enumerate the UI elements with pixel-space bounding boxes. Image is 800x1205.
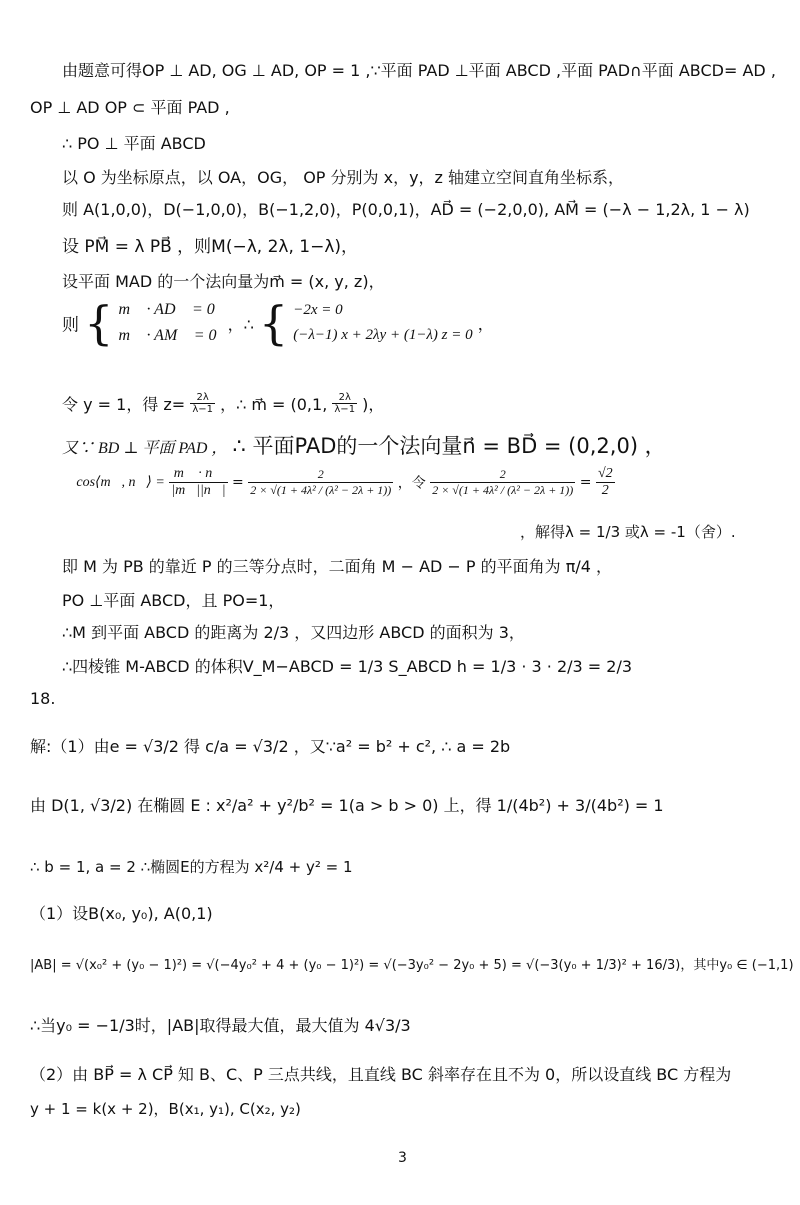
page-number: 3 [398,1150,407,1166]
text-line-12: 即 M 为 PB 的靠近 P 的三等分点时，二面角 M − AD − P 的平面角为 π/4 ， [62,557,613,576]
fraction-root2-num: √2 [597,466,613,481]
text-line-10 [62,430,666,460]
text-line-14: ∴M 到平面 ABCD 的距离为 2/3 ，又四边形 ABCD 的面积为 3， [62,623,525,642]
text-line-17: 解:（1）由e = √3/2 得 c/a = √3/2 ，又∵a² = b² + c², ∴ a = 2b [30,737,511,756]
text-line-20: （1）设B(x₀, y₀), A(0,1) [30,904,213,923]
text-line-6: 设 PM⃗ = λ PB⃗ ，则M(−λ, 2λ, 1−λ)， [62,237,359,257]
text-line-15: ∴四棱锥 M-ABCD 的体积V_M−ABCD = 1/3 S_ABCD h = 1/3 · 3 · 2/3 = 2/3 [62,657,633,676]
equation-m-ad: m⃗ · AD⃗ = 0 [118,301,215,318]
cosine-label: ∴ cos⟨m⃗, n⃗⟩ = [62,475,165,490]
text-ze: 则 [62,315,79,336]
text-line-21: |AB| = √(x₀² + (y₀ − 1)²) = √(−4y₀² + 4 + (y₀ − 1)²) = √(−3y₀² − 2y₀ + 5) = √(−3(y₀ + 1/3)² + 16/3)，其中y₀ ∈ (−1,1) [30,958,794,973]
text-bd-perp: 又∵ BD ⊥ 平面 PAD ， [62,440,228,457]
fraction-numerator-b: 2λ [332,392,357,404]
fraction-numerator: 2λ [190,392,215,404]
comma: ， [477,314,494,334]
fraction-mn-den: |m⃗||n⃗| [171,483,226,498]
fraction-root2 [596,466,615,499]
vector-equation-system [118,301,216,345]
text-line-13: PO ⊥平面 ABCD，且 PO=1， [62,591,285,610]
text-normal-vector-n: ∴ 平面PAD的一个法向量n⃗ = BD⃗ = (0,2,0) ， [232,434,666,458]
fraction-cos-2-num: 2 [430,467,575,483]
equation-x: −2x = 0 [293,302,343,318]
text-line-7: 设平面 MAD 的一个法向量为m⃗ = (x, y, z)， [62,272,385,291]
equation-m-am: m⃗ · AM⃗ = 0 [118,327,217,344]
text-line-23: （2）由 BP⃗ = λ CP⃗ 知 B、C、P 三点共线，且直线 BC 斜率存在且不为 0，所以设直线 BC 方程为 [30,1065,732,1084]
fraction-denominator-b: λ−1 [334,404,356,415]
problem-number-18: 18. [30,689,56,708]
text-m-vector: ，∴ m⃗ = (0,1, [220,395,328,414]
text-line-19: ∴ b = 1, a = 2 ∴椭圆E的方程为 x²/4 + y² = 1 [30,858,353,876]
text-line-1: 由题意可得OP ⊥ AD, OG ⊥ AD, OP = 1 ,∵平面 PAD ⊥平面 ABCD ,平面 PAD∩平面 ABCD= AD , [62,61,776,80]
fraction-root2-den: 2 [601,483,609,498]
text-line-24: y + 1 = k(x + 2)，B(x₁, y₁), C(x₂, y₂) [30,1100,301,1118]
fraction-cos-1-den: 2 × √(1 + 4λ² / (λ² − 2λ + 1)) [250,483,392,497]
text-line-5: 则 A(1,0,0)，D(−1,0,0)，B(−1,2,0)，P(0,0,1)，AD⃗ = (−2,0,0), AM⃗ = (−λ − 1,2λ, 1 − λ) [62,200,750,219]
text-line-11 [62,466,615,499]
text-let: ，令 [397,475,426,492]
fraction-2l [190,392,215,415]
fraction-mn-num: m⃗ · n⃗ [169,466,227,483]
text-line-18: 由 D(1, √3/2) 在椭圆 E : x²/a² + y²/b² = 1(a > b > 0) 上，得 1/(4b²) + 3/(4b²) = 1 [30,796,664,815]
fraction-cos-2 [430,467,575,498]
fraction-denominator: λ−1 [192,404,213,415]
equation-xyz: (−λ−1) x + 2λy + (1−λ) z = 0 [293,327,473,343]
text-line-9 [62,392,384,415]
fraction-cos-1 [248,467,393,498]
equation-system-row [62,296,494,380]
text-line-22: ∴当y₀ = −1/3时，|AB|取得最大值，最大值为 4√3/3 [30,1016,411,1035]
equals-sign: = [232,474,244,491]
fraction-mn [169,466,227,499]
equals-sign-2: = [579,474,592,491]
fraction-cos-2-den: 2 × √(1 + 4λ² / (λ² − 2λ + 1)) [432,483,574,497]
fraction-cos-1-num: 2 [248,467,393,483]
scalar-equation-system [293,302,472,344]
text-close-paren: )， [362,395,385,414]
text-solution-lambda: ，解得λ = 1/3 或λ = -1（舍）. [520,523,736,541]
text-line-2: OP ⊥ AD OP ⊂ 平面 PAD , [30,98,230,117]
therefore-symbol: ，∴ [227,314,254,334]
brace-left: { [84,296,114,350]
text-let-y: 令 y = 1，得 z= [62,395,186,414]
brace-left-2: { [258,296,289,350]
text-line-4: 以 O 为坐标原点，以 OA，OG， OP 分别为 x，y，z 轴建立空间直角坐标系， [62,168,625,187]
fraction-2l-b [332,392,357,415]
text-line-3: ∴ PO ⊥ 平面 ABCD [62,134,206,153]
